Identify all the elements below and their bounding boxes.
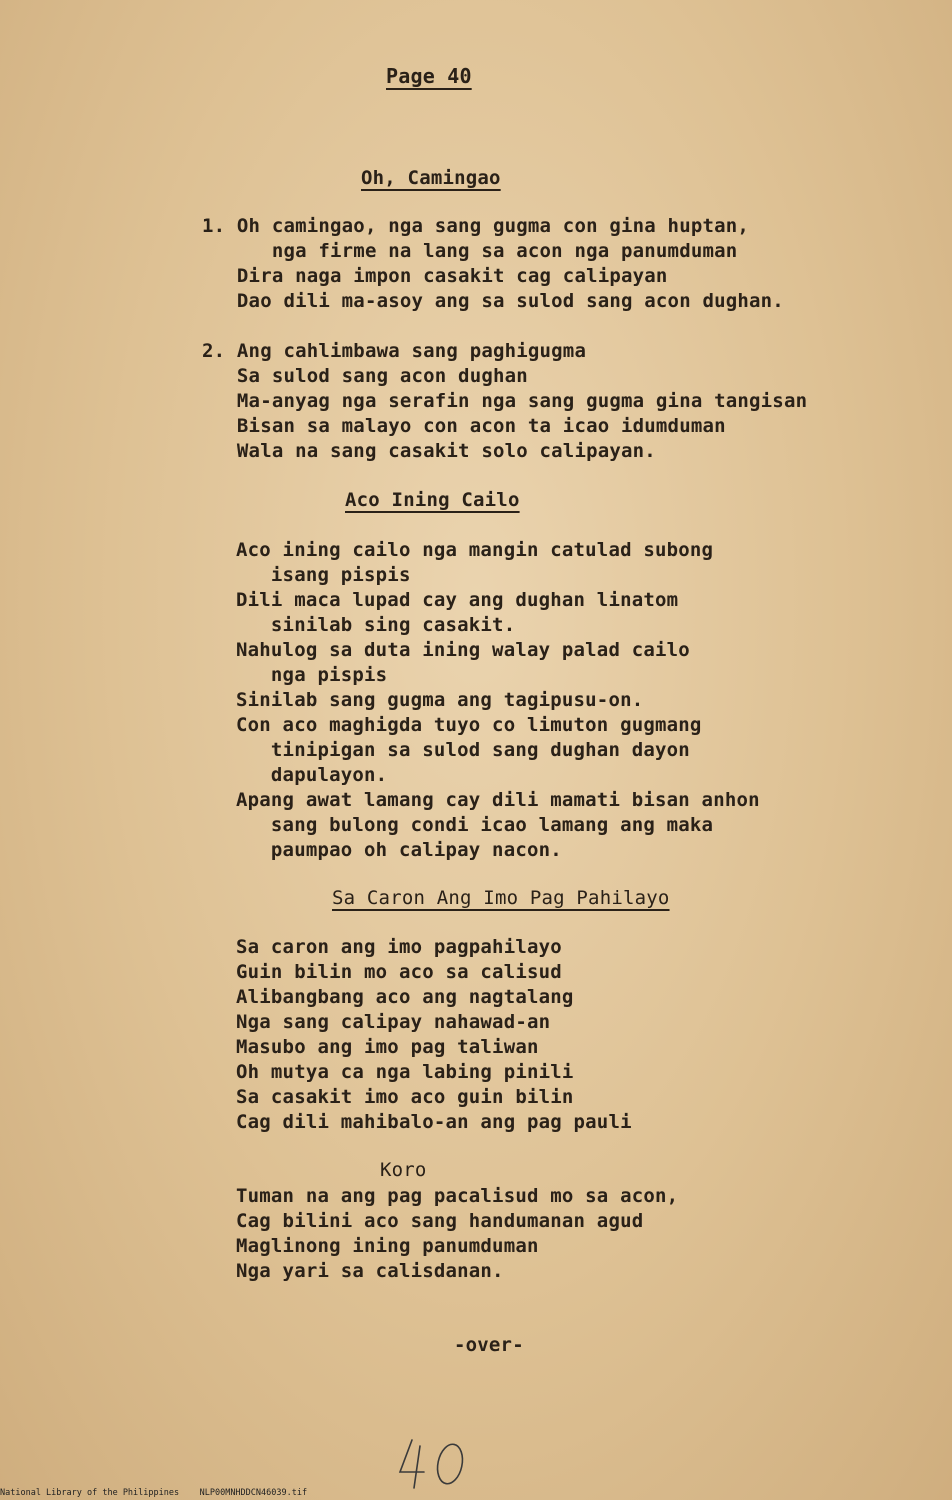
lyric-line: Sa caron ang imo pagpahilayo	[236, 936, 562, 958]
lyric-line: Dira naga impon casakit cag calipayan	[202, 265, 668, 287]
lyric-line: Nga sang calipay nahawad-an	[236, 1011, 551, 1033]
lyric-line: Bisan sa malayo con acon ta icao idumduman	[202, 415, 726, 437]
lyric-line: Cag dili mahibalo-an ang pag pauli	[236, 1111, 632, 1133]
lyric-line: Nga yari sa calisdanan.	[236, 1260, 504, 1282]
lyric-line: Guin bilin mo aco sa calisud	[236, 961, 562, 983]
lyric-line: 1. Oh camingao, nga sang gugma con gina huptan,	[202, 215, 750, 237]
lyric-line: Nahulog sa duta ining walay palad cailo	[236, 639, 690, 661]
footer-filename: NLP00MNHDDCN46039.tif	[199, 1488, 308, 1498]
song-title-oh-camingao: Oh, Camingao	[361, 167, 501, 189]
lyric-line: nga firme na lang sa acon nga panumduman	[202, 240, 738, 262]
lyric-line: Wala na sang casakit solo calipayan.	[202, 440, 656, 462]
lyric-line: Sa casakit imo aco guin bilin	[236, 1086, 574, 1108]
lyric-line: paumpao oh calipay nacon.	[236, 839, 562, 861]
lyric-line: nga pispis	[236, 664, 388, 686]
lyric-line: Aco ining cailo nga mangin catulad subong	[236, 539, 714, 561]
lyric-line: Con aco maghigda tuyo co limuton gugmang	[236, 714, 702, 736]
lyric-line: Apang awat lamang cay dili mamati bisan anhon	[236, 789, 760, 811]
footer	[0, 1488, 307, 1498]
chorus-label: Koro	[380, 1159, 427, 1181]
lyric-line: Oh mutya ca nga labing pinili	[236, 1061, 574, 1083]
lyric-line: Cag bilini aco sang handumanan agud	[236, 1210, 644, 1232]
song-title-sa-caron: Sa Caron Ang Imo Pag Pahilayo	[332, 887, 670, 909]
lyric-line: Sinilab sang gugma ang tagipusu-on.	[236, 689, 644, 711]
song-title-aco-ining-cailo: Aco Ining Cailo	[345, 489, 520, 511]
lyric-line: isang pispis	[236, 564, 411, 586]
lyric-line: Dili maca lupad cay ang dughan linatom	[236, 589, 679, 611]
over-marker: -over-	[454, 1334, 524, 1356]
lyric-line: Maglinong ining panumduman	[236, 1235, 539, 1257]
lyric-line: tinipigan sa sulod sang dughan dayon	[236, 739, 690, 761]
lyric-line: Masubo ang imo pag taliwan	[236, 1036, 539, 1058]
lyric-line: sang bulong condi icao lamang ang maka	[236, 814, 714, 836]
lyric-line: Sa sulod sang acon dughan	[202, 365, 528, 387]
footer-library: National Library of the Philippines	[0, 1488, 180, 1498]
lyric-line: Alibangbang aco ang nagtalang	[236, 986, 574, 1008]
handwritten-page-number-icon	[398, 1432, 478, 1492]
lyric-line: Tuman na ang pag pacalisud mo sa acon,	[236, 1185, 679, 1207]
lyric-line: Ma-anyag nga serafin nga sang gugma gina tangisan	[202, 390, 808, 412]
lyric-line: dapulayon.	[236, 764, 388, 786]
lyric-line: sinilab sing casakit.	[236, 614, 516, 636]
page-header: Page 40	[386, 64, 472, 88]
lyric-line: Dao dili ma-asoy ang sa sulod sang acon dughan.	[202, 290, 784, 312]
lyric-line: 2. Ang cahlimbawa sang paghigugma	[202, 340, 587, 362]
